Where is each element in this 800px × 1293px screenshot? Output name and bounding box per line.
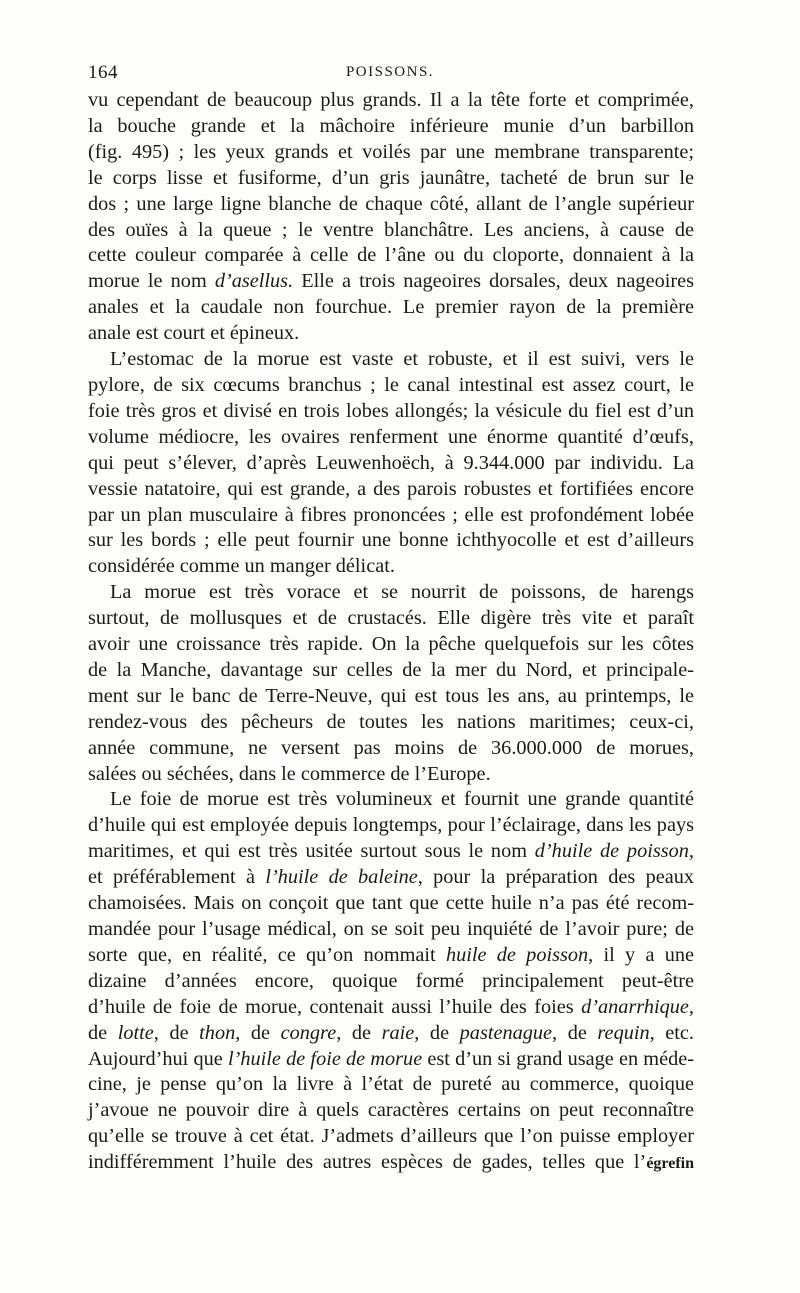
text-line	[88, 554, 694, 580]
text-segment: Le foie de morue est très volumineux et fournit une grande quantité	[110, 788, 694, 811]
italic-term: congre	[280, 1021, 337, 1044]
italic-term: lotte	[117, 1021, 154, 1044]
text-segment: la bouche grande et la mâchoire inférieure munie d’un barbillon	[88, 114, 694, 137]
text-line	[88, 451, 694, 477]
text-line	[88, 425, 694, 451]
text-segment: de	[88, 1021, 118, 1044]
text-segment: maritimes, et qui est très usitée surtout sous le nom	[88, 840, 535, 863]
text-segment: chamoisées. Mais on conçoit que tant que cette huile n’a pas été recom-	[88, 892, 694, 915]
text-line	[88, 114, 694, 140]
text-line	[88, 632, 694, 658]
italic-term: l’huile de baleine	[265, 866, 418, 889]
italic-term: l’huile de foie de morue	[227, 1047, 423, 1070]
text-segment: j’avoue ne pouvoir dire à quels caractères certains on peut reconnaître	[88, 1099, 694, 1122]
page-number: 164	[88, 62, 118, 83]
text-segment: d’huile qui est employée depuis longtemps, pour l’éclairage, dans les pays	[88, 814, 694, 837]
text-line	[88, 295, 694, 321]
text-segment: , de	[336, 1021, 382, 1044]
text-segment: ment sur le banc de Terre-Neuve, qui est tous les ans, au printemps, le	[88, 684, 694, 707]
text-segment: sorte que, en réalité, ce qu’on nommait	[88, 943, 446, 966]
text-segment: par un plan musculaire à fibres prononcées ; elle est profondément lobée	[88, 503, 694, 526]
text-segment: , de	[235, 1021, 281, 1044]
text-segment: rendez-vous des pêcheurs de toutes les nations maritimes; ceux-ci,	[88, 710, 694, 733]
text-segment: cette couleur comparée à celle de l’âne ou du cloporte, donnaient à la	[88, 244, 694, 267]
text-line	[88, 891, 694, 917]
text-line	[88, 865, 694, 891]
italic-term: d’asellus.	[214, 270, 294, 293]
text-line	[88, 658, 694, 684]
text-segment: dos ; une large ligne blanche de chaque côté, allant de l’angle supérieur	[88, 192, 694, 215]
text-segment: mandée pour l’usage médical, on se soit peu inquiété de l’avoir pure; de	[88, 918, 694, 940]
running-head: POISSONS.	[345, 64, 435, 80]
italic-term: raie	[381, 1021, 415, 1044]
text-segment: anales et la caudale non fourchue. Le premier rayon de la première	[88, 296, 694, 319]
text-line	[88, 762, 694, 788]
text-segment: vessie natatoire, qui est grande, a des parois robustes et fortifiées encore	[88, 477, 694, 500]
text-line	[88, 140, 694, 166]
text-segment: de la Manche, davantage sur celles de la mer du Nord, et principale-	[88, 658, 694, 681]
text-line	[88, 1021, 694, 1047]
text-segment: , pour la préparation des peaux	[417, 866, 695, 889]
text-segment: avoir une croissance très rapide. On la pêche quelquefois sur les côtes	[88, 633, 694, 656]
text-segment: Elle a trois nageoires dorsales, deux nageoires	[293, 270, 694, 293]
text-line	[88, 710, 694, 736]
italic-term: pastenague	[459, 1021, 553, 1044]
text-line	[88, 166, 694, 192]
text-line	[88, 321, 694, 347]
text-segment: qu’elle se trouve à cet état. J’admets d’ailleurs que l’on puisse employer	[88, 1125, 694, 1148]
text-segment: , de	[552, 1021, 598, 1044]
text-segment: d’huile de foie de morue, contenait aussi l’huile des foies	[88, 995, 582, 1018]
text-line	[88, 373, 694, 399]
text-line	[88, 1124, 694, 1150]
text-segment: et préférablement à	[88, 866, 266, 889]
text-segment: pylore, de six cœcums branchus ; le canal intestinal est assez court, le	[88, 373, 694, 396]
text-line	[88, 736, 694, 762]
bold-term: égrefin	[646, 1155, 694, 1173]
text-segment: anale est court et épineux.	[88, 322, 300, 345]
text-segment: cine, je pense qu’on la livre à l’état de pureté au commerce, quoique	[88, 1073, 694, 1096]
text-segment: surtout, de mollusques et de crustacés. Elle digère très vite et paraît	[88, 607, 694, 630]
text-segment: morue le nom	[88, 270, 215, 293]
text-line	[88, 813, 694, 839]
text-segment: Aujourd’hui que	[88, 1047, 228, 1070]
text-line	[88, 347, 694, 373]
text-line	[88, 1047, 694, 1073]
text-line	[88, 477, 694, 503]
body-text	[88, 88, 694, 1177]
text-line	[88, 269, 694, 295]
italic-term: huile de poisson	[445, 943, 589, 966]
text-segment: vu cependant de beaucoup plus grands. Il a la tête forte et comprimée,	[88, 89, 694, 111]
text-segment: sur les bords ; elle peut fournir une bonne ichthyocolle et est d’ailleurs	[88, 529, 694, 552]
text-segment: le corps lisse et fusiforme, d’un gris jaunâtre, tacheté de brun sur le	[88, 166, 694, 189]
text-line	[88, 528, 694, 554]
italic-term: d’huile de poisson,	[534, 840, 694, 863]
text-line	[88, 399, 694, 425]
text-line	[88, 192, 694, 218]
text-segment: qui peut s’élever, d’après Leuwenhoëch, à 9.344.000 par individu. La	[88, 451, 694, 474]
text-line	[88, 88, 694, 114]
text-segment: , de	[414, 1021, 460, 1044]
text-line	[88, 969, 694, 995]
text-line	[88, 1098, 694, 1124]
text-line	[88, 503, 694, 529]
text-line	[88, 606, 694, 632]
text-line	[88, 839, 694, 865]
text-segment: , de	[153, 1021, 200, 1044]
page-header	[88, 62, 692, 86]
italic-term: thon	[199, 1021, 236, 1044]
text-line	[88, 1072, 694, 1098]
text-segment: indifféremment l’huile des autres espèces de gades, telles que l’	[88, 1151, 647, 1174]
text-line	[88, 684, 694, 710]
text-segment: est d’un si grand usage en méde-	[422, 1047, 694, 1070]
italic-term: d’anarrhique,	[581, 995, 694, 1018]
text-segment: dizaine d’années encore, quoique formé principalement peut-être	[88, 969, 694, 992]
italic-term: requin	[597, 1021, 650, 1044]
text-segment: (fig. 495) ; les yeux grands et voilés par une membrane transparente;	[88, 140, 694, 163]
text-line	[88, 787, 694, 813]
text-line	[88, 218, 694, 244]
text-line	[88, 580, 694, 606]
text-segment: , etc.	[649, 1021, 694, 1044]
text-segment: foie très gros et divisé en trois lobes allongés; la vésicule du fiel est d’un	[88, 399, 694, 422]
text-segment: année commune, ne versent pas moins de 36.000.000 de morues,	[88, 736, 694, 759]
text-segment: des ouïes à la queue ; le ventre blanchâtre. Les anciens, à cause de	[88, 218, 694, 241]
text-line	[88, 995, 694, 1021]
text-segment: L’estomac de la morue est vaste et robuste, et il est suivi, vers le	[110, 348, 694, 371]
text-line	[88, 917, 694, 943]
text-line	[88, 943, 694, 969]
text-line	[88, 1150, 694, 1177]
text-segment: La morue est très vorace et se nourrit de poissons, de harengs	[110, 581, 694, 604]
text-line	[88, 243, 694, 269]
text-segment: , il y a une	[588, 943, 695, 966]
text-segment: volume médiocre, les ovaires renferment une énorme quantité d’œufs,	[88, 425, 694, 448]
text-segment: considérée comme un manger délicat.	[88, 555, 395, 578]
text-segment: salées ou séchées, dans le commerce de l’Europe.	[88, 762, 491, 785]
